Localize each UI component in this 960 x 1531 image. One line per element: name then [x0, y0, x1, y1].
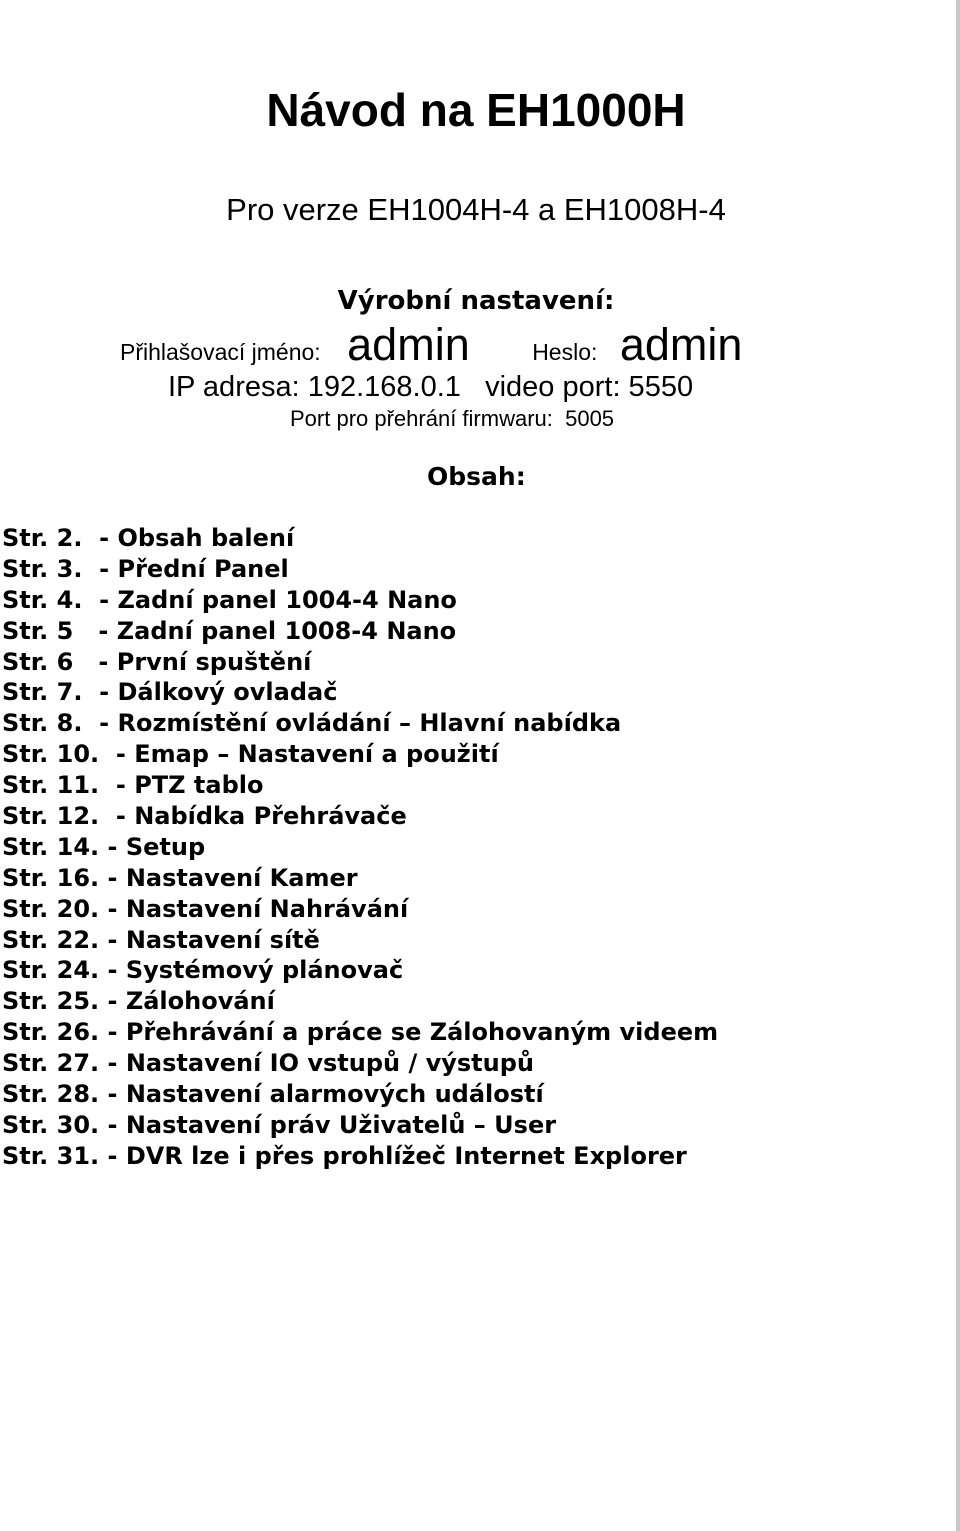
- toc-page: Str. 12.: [2, 802, 116, 831]
- toc-title: - Dálkový ovladač: [99, 678, 338, 707]
- firmware-port-line: Port pro přehrání firmwaru: 5005: [290, 406, 615, 431]
- toc-page: Str. 30.: [2, 1110, 108, 1139]
- toc-title: - Obsah balení: [99, 524, 295, 552]
- toc-title: - Přehrávání a práce se Zálohovaným videem: [107, 1018, 719, 1047]
- document-title: Návod na EH1000H: [266, 84, 686, 136]
- factory-settings-heading: Výrobní nastavení:: [337, 286, 615, 316]
- toc-title: - PTZ tablo: [115, 771, 264, 800]
- password-label: Heslo:: [532, 339, 598, 365]
- toc-item: [2, 677, 718, 708]
- toc-page: Str. 8.: [2, 709, 100, 738]
- toc-title: - Nastavení Kamer: [107, 863, 358, 892]
- toc-item: [2, 739, 718, 770]
- ip-address-line: IP adresa: 192.168.0.1 video port: 5550: [168, 371, 694, 403]
- toc-page: Str. 3.: [2, 554, 100, 583]
- document-subtitle: Pro verze EH1004H-4 a EH1008H-4: [226, 192, 726, 227]
- toc-item: [2, 832, 718, 863]
- toc-page: Str. 7.: [2, 678, 100, 707]
- login-value: admin: [347, 319, 470, 370]
- toc-title: - Nastavení IO vstupů / výstupů: [107, 1049, 534, 1078]
- toc-item: [2, 925, 718, 956]
- toc-page: Str. 4.: [2, 585, 100, 614]
- toc-item: [2, 523, 718, 554]
- toc-item: [2, 616, 718, 647]
- toc-item: [2, 986, 718, 1017]
- toc-item: [2, 1048, 718, 1079]
- toc-heading: Obsah:: [427, 462, 526, 491]
- toc-item: [2, 1017, 718, 1048]
- toc-page: Str. 20.: [2, 894, 108, 923]
- toc-title: - Emap – Nastavení a použití: [115, 740, 499, 769]
- toc-item: [2, 894, 718, 925]
- toc-title: - Nastavení práv Uživatelů – User: [107, 1110, 557, 1139]
- toc-page: Str. 10.: [2, 740, 116, 769]
- toc-item: [2, 863, 718, 894]
- toc-page: Str. 24.: [2, 956, 108, 985]
- toc-title: - Zálohování: [107, 987, 275, 1016]
- toc-page: Str. 31.: [2, 1141, 108, 1170]
- toc-page: Str. 16.: [2, 863, 108, 892]
- toc-title: - Přední Panel: [99, 554, 289, 583]
- toc-item: [2, 770, 718, 801]
- toc-page: Str. 25.: [2, 987, 108, 1016]
- toc-page: Str. 5: [2, 616, 99, 645]
- table-of-contents: [2, 523, 718, 1172]
- toc-title: - Nastavení Nahrávání: [107, 894, 409, 923]
- toc-title: - DVR lze i přes prohlížeč Internet Explorer: [107, 1141, 687, 1170]
- toc-item: [2, 1110, 718, 1141]
- toc-title: - Nastavení alarmových událostí: [107, 1080, 544, 1109]
- toc-title: - Systémový plánovač: [107, 956, 404, 985]
- toc-title: - Setup: [107, 832, 206, 861]
- toc-item: [2, 1141, 718, 1172]
- toc-title: - První spuštění: [98, 647, 312, 676]
- toc-page: Str. 27.: [2, 1049, 108, 1078]
- toc-item: [2, 1079, 718, 1110]
- toc-page: Str. 2.: [2, 524, 100, 552]
- toc-page: Str. 14.: [2, 832, 108, 861]
- password-value: admin: [619, 319, 743, 370]
- toc-page: Str. 6: [2, 647, 99, 676]
- toc-item: [2, 801, 718, 832]
- toc-item: [2, 708, 718, 739]
- toc-item: [2, 647, 718, 678]
- toc-title: - Zadní panel 1008-4 Nano: [98, 616, 457, 645]
- toc-page: Str. 26.: [2, 1018, 108, 1047]
- toc-item: [2, 955, 718, 986]
- login-label: Přihlašovací jméno:: [120, 339, 321, 365]
- toc-title: - Nabídka Přehrávače: [115, 802, 407, 831]
- toc-title: - Rozmístění ovládání – Hlavní nabídka: [99, 709, 622, 738]
- toc-page: Str. 11.: [2, 771, 116, 800]
- toc-title: - Zadní panel 1004-4 Nano: [99, 585, 457, 614]
- toc-title: - Nastavení sítě: [107, 925, 320, 954]
- toc-page: Str. 22.: [2, 925, 108, 954]
- page-edge: [956, 0, 960, 1531]
- toc-item: [2, 554, 718, 585]
- toc-item: [2, 585, 718, 616]
- toc-page: Str. 28.: [2, 1080, 108, 1109]
